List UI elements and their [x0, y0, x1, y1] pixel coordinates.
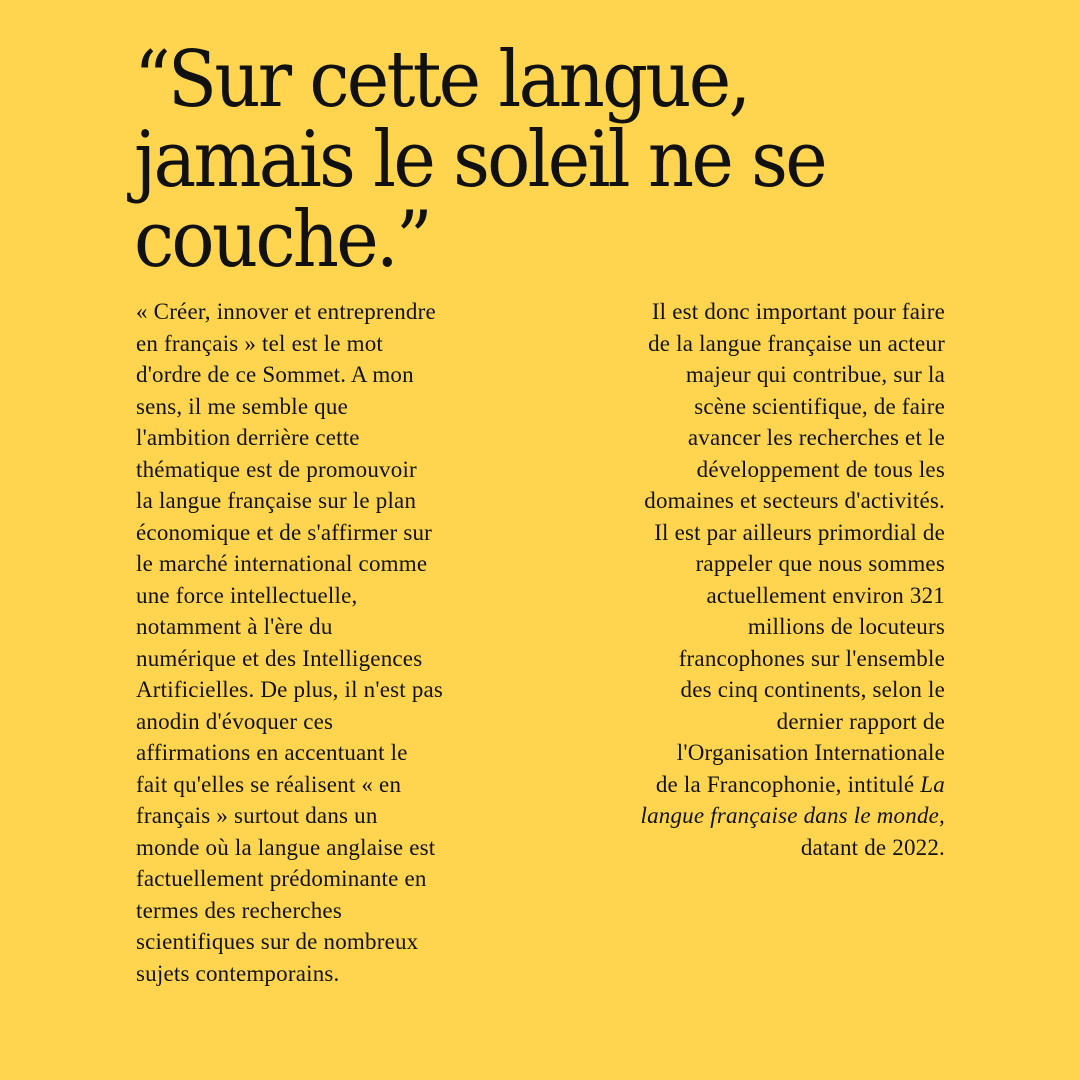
- left-line: français » surtout dans un: [136, 803, 378, 828]
- left-line: économique et de s'affirmer sur: [136, 519, 433, 545]
- right-line: dernier rapport de: [776, 708, 945, 734]
- left-line: numérique et des Intelligences: [136, 645, 423, 671]
- right-line: Il est par ailleurs primordial de: [654, 519, 945, 545]
- right-line: rappeler que nous sommes: [695, 551, 945, 576]
- right-line: actuellement environ 321: [706, 582, 945, 608]
- left-line: Artificielles. De plus, il n'est pas: [136, 677, 444, 702]
- right-line: des cinq continents, selon le: [680, 677, 945, 702]
- right-line: Il est donc important pour faire: [651, 299, 945, 324]
- left-line: une force intellectuelle,: [136, 582, 358, 608]
- left-line: anodin d'évoquer ces: [136, 708, 334, 734]
- left-line: thématique est de promouvoir: [136, 456, 417, 482]
- left-line: factuellement prédominante en: [136, 866, 427, 891]
- left-line: sujets contemporains.: [136, 960, 340, 986]
- left-line: l'ambition derrière cette: [136, 425, 360, 450]
- right-line-report-title-cont: [560, 800, 945, 832]
- right-line-prefix: de la Francophonie, intitulé: [655, 771, 921, 797]
- right-line: développement de tous les: [696, 456, 945, 482]
- left-line: termes des recherches: [136, 897, 342, 923]
- left-line: la langue française sur le plan: [136, 488, 417, 513]
- right-line: domaines et secteurs d'activités.: [644, 488, 945, 513]
- left-line: « Créer, innover et entreprendre: [136, 299, 436, 324]
- left-line: sens, il me semble que: [136, 393, 348, 419]
- right-column-text: [560, 296, 945, 863]
- left-line: affirmations en accentuant le: [136, 740, 408, 765]
- report-title-italic-end: langue française dans le monde,: [640, 803, 945, 828]
- right-line: scène scientifique, de faire: [694, 393, 945, 419]
- left-line: d'ordre de ce Sommet. A mon: [136, 362, 414, 387]
- headline-line-2: jamais le soleil ne se: [134, 115, 825, 205]
- headline-line-3: couche.”: [134, 195, 430, 285]
- headline-quote: [134, 35, 907, 285]
- left-column-text: [136, 296, 516, 989]
- left-line: monde où la langue anglaise est: [136, 834, 436, 860]
- right-line: de la langue française un acteur: [648, 330, 945, 356]
- right-line-report-title: [560, 769, 945, 801]
- right-line: avancer les recherches et le: [687, 425, 945, 450]
- report-title-italic-start: La: [920, 771, 945, 797]
- right-line: majeur qui contribue, sur la: [685, 362, 945, 387]
- left-line: le marché international comme: [136, 551, 428, 576]
- left-line: scientifiques sur de nombreux: [136, 929, 419, 954]
- left-line: notamment à l'ère du: [136, 614, 333, 639]
- right-line-date: datant de 2022.: [800, 834, 945, 860]
- left-line: en français » tel est le mot: [136, 330, 384, 356]
- right-line: francophones sur l'ensemble: [678, 645, 945, 671]
- right-line: millions de locuteurs: [747, 614, 945, 639]
- right-line: l'Organisation Internationale: [676, 740, 945, 765]
- left-line: fait qu'elles se réalisent « en: [136, 771, 402, 797]
- headline-line-1: “Sur cette langue,: [134, 35, 749, 125]
